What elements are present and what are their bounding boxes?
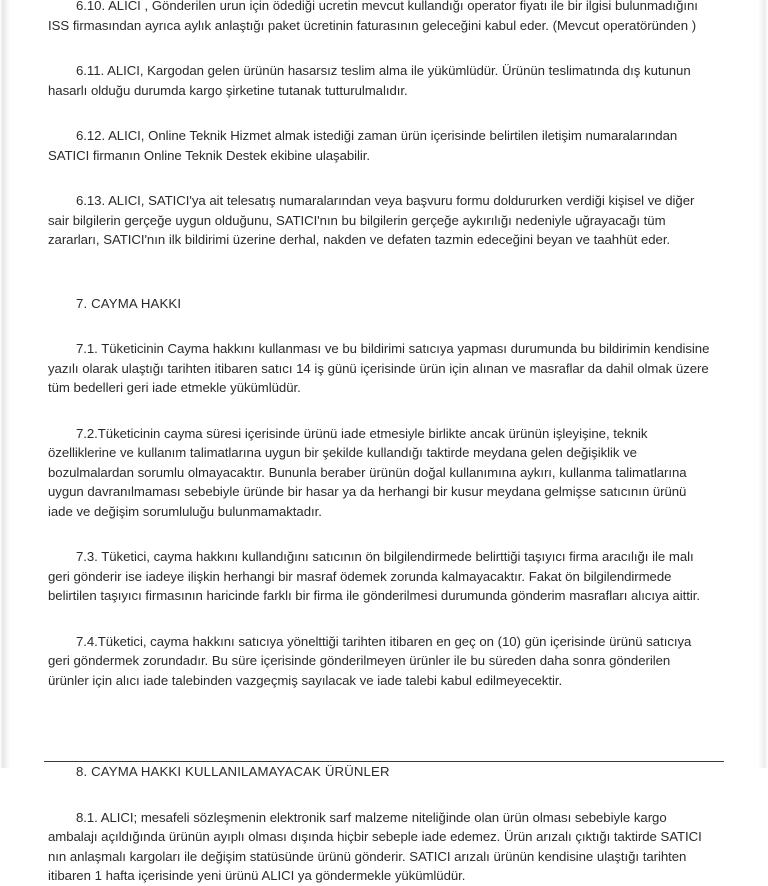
clause-6-11: 6.11. ALICI, Kargodan gelen ürünün hasarsız teslim alma ile yükümlüdür. Ürünün teslimatında dış kutunun hasarlı olduğu durumda kargo şirketine tutanak tutturulmalıdır. xyxy=(48,63,691,98)
paragraph-spacer xyxy=(48,398,712,424)
clause-6-12: 6.12. ALICI, Online Teknik Hizmet almak istediği zaman ürün içerisinde belirtilen iletişim numaralarından SATICI firmanın Online Teknik Destek ekibine ulaşabilir. xyxy=(48,128,678,163)
section-spacer xyxy=(48,690,712,762)
clause-6-13: 6.13. ALICI, SATICI'ya ait telesatış numaralarından veya başvuru formu doldururken verdiği kişisel ve diğer sair bilgilerin gerçeğe uygun olduğunu, SATICI'nın bu bilgilerin gerçeğe aykırılığı nedeniyle uğrayacağı tüm zararları, SATICI'nın ilk bildirimi üzerine derhal, nakden ve defaten tazmin edeceğini beyan ve taahhüt eder. xyxy=(48,193,695,247)
paragraph-spacer xyxy=(48,165,712,191)
clause-7-4: 7.4.Tüketici, cayma hakkını satıcıya yönelttiği tarihten itibaren en geç on (10) gün içerisinde ürünü satıcıya geri göndermek zorundadır. Bu süre içerisinde gönderilmeyen ürünler ile bu süreden daha sonra gönderilen ürünler için alıcı iade talebinden vazgeçmiş sayılacak ve iade talebi kabul edilmeyecektir. xyxy=(48,633,692,688)
clause-6-10: 6.10. ALICI , Gönderilen urun için ödediği ucretin mevcut kullandığı operator fiyatı ile bir ilgisi bulunmadığını ISS firmasından ayrıca aylık anlaştığı paket ücretinin faturasının geleceğini kabul eder. (Mevcut operatöründen ) xyxy=(48,0,698,33)
section-heading-7: 7. CAYMA HAKKI xyxy=(76,295,182,311)
clause-7-2: 7.2.Tüketicinin cayma süresi içerisinde ürünü iade etmesiyle birlikte ancak ürünün işleyişine, teknik özelliklerine ve kullanım talimatlarına uygun bir şekilde kullandığı taktirde meydana gelen değişiklik ve bozulmalardan sorumlu olmayacaktır. Bununla beraber ürünün doğal kullanımına aykırı, kullanma talimatlarına uygun davranılmaması sebebiyle üründe bir hasar ya da herhangi bir kusur meydana gelmişse satıcının ürünü iade ve değişim sorumluluğu bulunmamaktadır. xyxy=(48,425,687,519)
paragraph-spacer xyxy=(48,100,712,126)
clause-8-1: 8.1. ALICI; mesafeli sözleşmenin elektronik sarf malzeme niteliğinde olan ürün olması sebebiyle kargo ambalajı açıldığında ürünün ayıplı olması dışında hiçbir sebeple iade edemez. Ürün arızalı çıktığı taktirde SATICI nın anlaşmalı kargoları ile değişim statüsünde ürünü gönderir. SATICI arızalı ürünün kendisine ulaştığı tarihten itibaren 1 hafta içerisinde yeni ürünü ALICI ya göndermekle yükümlüdür. xyxy=(48,809,702,883)
heading-spacer xyxy=(48,313,712,339)
paragraph-spacer xyxy=(48,35,712,61)
clause-7-1: 7.1. Tüketicinin Cayma hakkını kullanması ve bu bildirimi satıcıya yapması durumunda bu bildirimin kendisine yazılı olarak ulaştığı tarihten itibaren satıcı 14 iş günü içerisinde ürün için alınan ve masraflar da dahil olmak üzere tüm bedelleri geri iade etmekle yükümlüdür. xyxy=(48,341,710,395)
section-heading-8: 8. CAYMA HAKKI KULLANILAMAYACAK ÜRÜNLER xyxy=(76,764,390,779)
heading-spacer xyxy=(48,782,712,808)
section-spacer xyxy=(48,250,712,294)
paragraph-spacer xyxy=(48,521,712,547)
footer-divider-rule xyxy=(44,761,724,762)
clause-7-3: 7.3. Tüketici, cayma hakkını kullandığını satıcının ön bilgilendirmede belirttiği taşıyıcı firma aracılığı ile malı geri gönderir ise iadeye ilişkin herhangi bir masraf ödemek zorunda kalmayacaktır. Fakat ön bilgilendirmede belirtilen taşıyıcı firmasının haricinde farklı bir firma ile gönderilmesi durumunda gönderim masrafları alıcıya aittir. xyxy=(48,549,701,603)
paragraph-spacer xyxy=(48,606,712,632)
